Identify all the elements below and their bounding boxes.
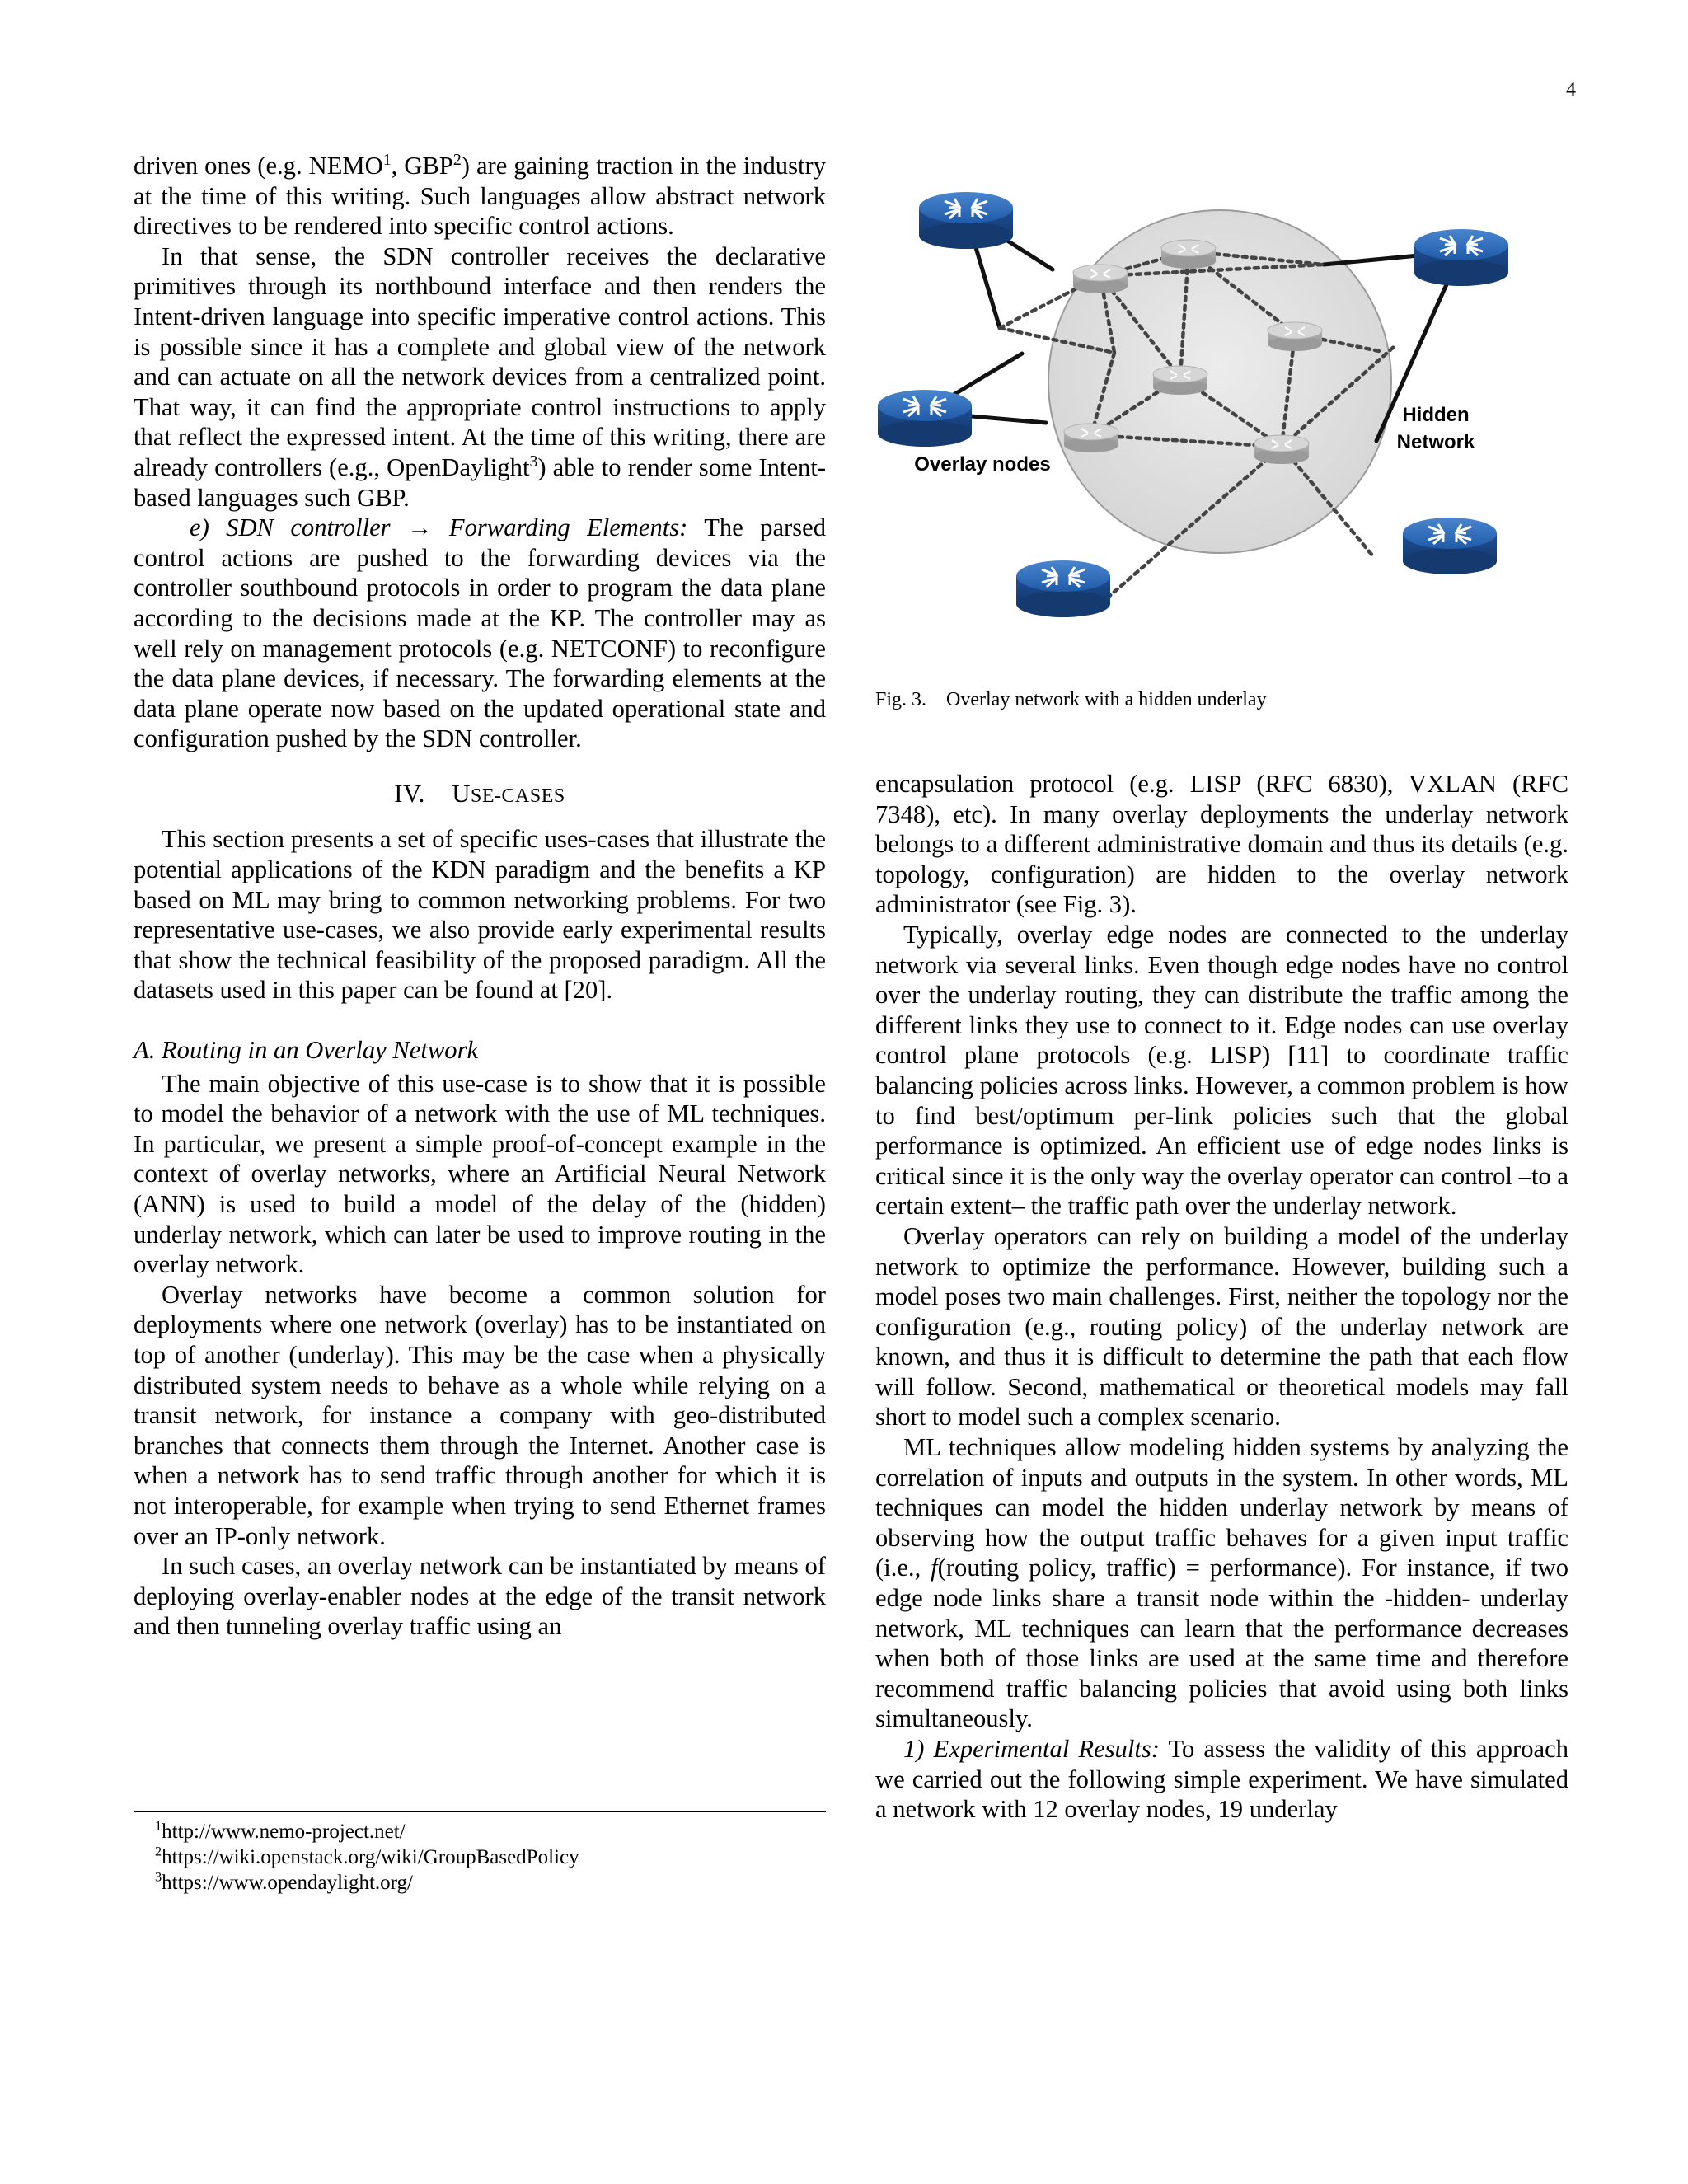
overlay-router-icon	[878, 390, 972, 447]
footnote-ref: 1	[382, 150, 392, 169]
underlay-router-icon	[1064, 424, 1118, 452]
paragraph: Typically, overlay edge nodes are connected to the underlay network via several links. Even though edge nodes have no control over the underlay routing, they can distribute the traffic among the different links they use to connect to it. Edge nodes can use overlay control plane protocols (e.g. LISP) [11] to coordinate traffic balancing policies across links. However, a common problem is how to find best/optimum per-link policies such that the global performance is optimized. An efficient use of edge nodes links is critical since it is the only way the overlay operator can control –to a certain extent– the traffic path over the underlay network.	[875, 920, 1568, 1221]
figure-overlay-network	[875, 161, 1568, 655]
underlay-router-icon	[1073, 265, 1128, 293]
overlay-router-icon	[919, 192, 1013, 249]
overlay-router-icon	[1403, 518, 1497, 574]
footnote: $^2$https://wiki.openstack.org/wiki/GroupBasedPolicy	[155, 1844, 579, 1868]
underlay-router-icon	[1161, 240, 1216, 269]
paragraph: 1) Experimental Results: To assess the validity of this approach we carried out the following simple experiment. We have simulated a network with 12 overlay nodes, 19 underlay	[875, 1735, 1568, 1824]
right-column	[875, 769, 1568, 1825]
footnote: $^1$http://www.nemo-project.net/	[155, 1818, 406, 1843]
underlay-router-icon	[1268, 322, 1322, 351]
caption-text: Overlay network with a hidden underlay	[946, 689, 1267, 710]
paragraph: In that sense, the SDN controller receives the declarative primitives through its northbound interface and then renders the Intent-driven language into specific imperative control actions. This is possible since it has a complete and global view of the network and can actuate on all the network devices from a centralized point. That way, it can find the appropriate control instructions to apply that reflect the expressed intent. At the time of this writing, there are already controllers (e.g., OpenDaylight$^3$) able to render some Intent-based languages such GBP.	[134, 241, 827, 512]
run-in-heading: 1) Experimental Results:	[903, 1735, 1160, 1763]
paragraph: This section presents a set of specific uses-cases that illustrate the potential applications of the KDN paradigm and the benefits a KP based on ML may bring to common networking problems. For two representative use-cases, we also provide early experimental results that show the technical feasibility of the proposed paradigm. All the datasets used in this paper can be found at [20].	[134, 825, 826, 1005]
footnote-link[interactable]: https://www.opendaylight.org/	[162, 1872, 413, 1894]
page-number: 4	[1566, 79, 1576, 101]
paragraph: ML techniques allow modeling hidden systems by analyzing the correlation of inputs and outputs in the system. In other words, ML techniques can model the hidden underlay network by means of observing how the output traffic behaves for a given input traffic (i.e., f(routing policy, traffic) = performance). For instance, if two edge node links share a transit node within the -hidden- underlay network, ML techniques can learn that the performance decreases when both of those links are used at the same time and therefore recommend traffic balancing policies that avoid using both links simultaneously.	[875, 1433, 1568, 1733]
footnotes	[134, 1811, 826, 1896]
footnote-ref: 2	[452, 150, 462, 169]
overlay-nodes-label: Overlay nodes	[914, 453, 1051, 476]
caption-label: Fig. 3.	[875, 689, 927, 710]
left-column	[134, 151, 826, 1642]
overlay-router-icon	[1414, 229, 1508, 286]
run-in-heading: e) SDN controller → Forwarding Elements:	[190, 513, 688, 542]
section-heading: IV. USE-CASES	[394, 779, 565, 808]
footnote-link[interactable]: http://www.nemo-project.net/	[162, 1821, 406, 1843]
paragraph: Overlay operators can rely on building a model of the underlay network to optimize the performance. However, building such a model poses two main challenges. First, neither the topology nor the configuration (e.g., routing policy) of the underlay network are known, and thus it is difficult to determine the path that each flow will follow. Second, mathematical or theoretical models may fall short to model such a complex scenario.	[875, 1221, 1568, 1432]
underlay-router-icon	[1153, 366, 1207, 395]
paragraph: driven ones (e.g. NEMO$^1$, GBP$^2$) are gaining traction in the industry at the time of this writing. Such languages allow abstract network directives to be rendered into specific control actions.	[134, 150, 826, 241]
overlay-router-icon	[1016, 560, 1110, 617]
subsection-heading: A. Routing in an Overlay Network	[134, 1036, 479, 1065]
hidden-network-label: Hidden Network	[1396, 404, 1475, 453]
figure-caption	[875, 689, 1267, 711]
paragraph: In such cases, an overlay network can be instantiated by means of deploying overlay-enabler nodes at the edge of the transit network and then tunneling overlay traffic using an	[134, 1552, 826, 1641]
paragraph: encapsulation protocol (e.g. LISP (RFC 6830), VXLAN (RFC 7348), etc). In many overlay deployments the underlay network belongs to a different administrative domain and thus its details (e.g. topology, configuration) are hidden to the overlay network administrator (see Fig. 3).	[875, 770, 1568, 919]
footnote-ref: 3	[529, 452, 538, 471]
paragraph: e) SDN controller → Forwarding Elements: The parsed control actions are pushed to the forwarding devices via the controller southbound protocols in order to program the data plane according to the decisions made at the KP. The controller may as well rely on management protocols (e.g. NETCONF) to reconfigure the data plane devices, if necessary. The forwarding elements at the data plane operate now based on the updated operational state and configuration pushed by the SDN controller.	[134, 513, 826, 753]
underlay-router-icon	[1254, 435, 1309, 464]
paragraph: The main objective of this use-case is to show that it is possible to model the behavior of a network with the use of ML techniques. In particular, we present a simple proof-of-concept example in the context of overlay networks, where an Artificial Neural Network (ANN) is used to build a model of the delay of the (hidden) underlay network, which can later be used to improve routing in the overlay network.	[134, 1069, 826, 1279]
footnote-link[interactable]: https://wiki.openstack.org/wiki/GroupBasedPolicy	[162, 1846, 579, 1868]
footnote: $^3$https://www.opendaylight.org/	[155, 1869, 413, 1894]
paragraph: Overlay networks have become a common solution for deployments where one network (overlay) has to be instantiated on top of another (underlay). This may be the case when a physically distributed system needs to behave as a whole while relying on a transit network, for instance a company with geo-distributed branches that connects them through the Internet. Another case is when a network has to send traffic through another for which it is not interoperable, for example when trying to send Ethernet frames over an IP-only network.	[134, 1280, 826, 1550]
